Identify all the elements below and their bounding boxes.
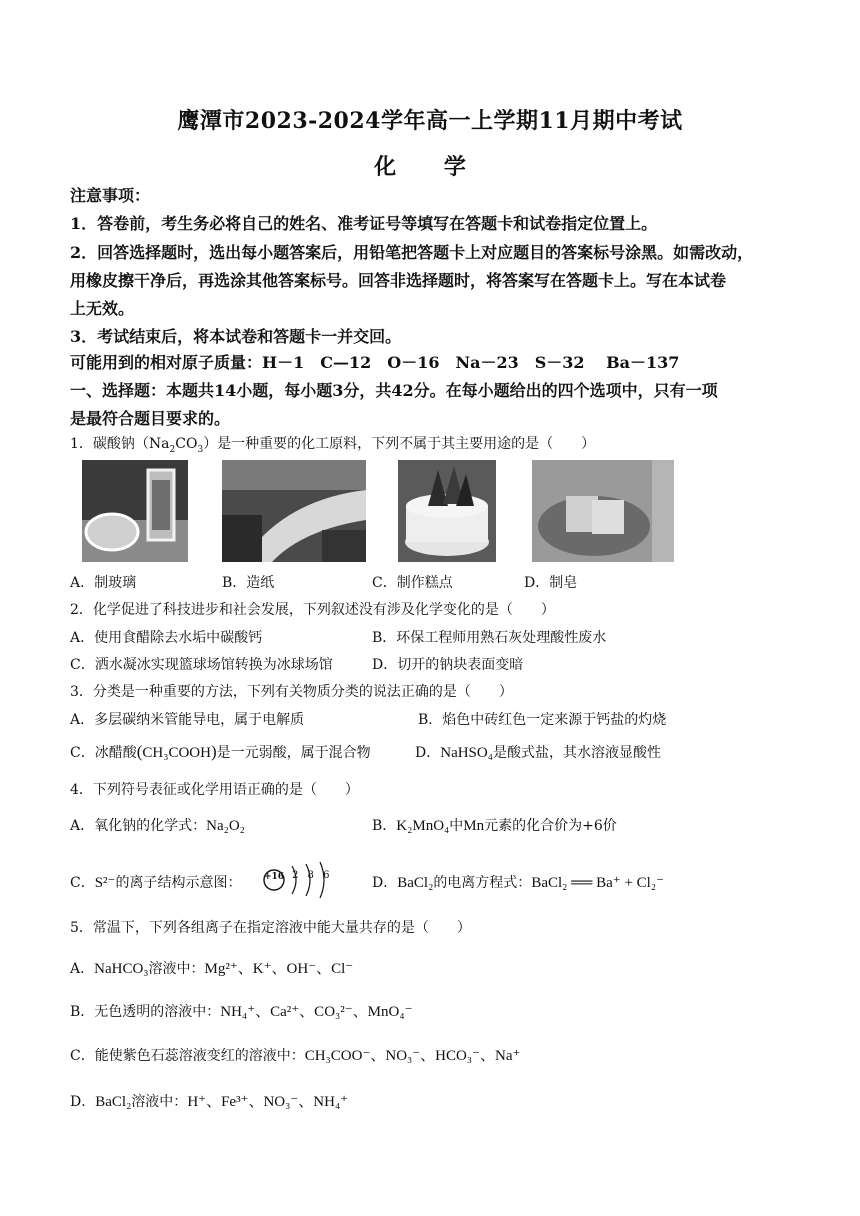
q2-option-b: B．环保工程师用熟石灰处理酸性废水: [372, 630, 607, 646]
section-heading-2: 是最符合题目要求的。: [70, 409, 231, 428]
shell-electrons: 2 8 6: [292, 870, 330, 881]
q2-stem: 2．化学促进了科技进步和社会发展，下列叙述没有涉及化学变化的是（ ）: [70, 602, 555, 618]
q5-option-a: A．NaHCO₃溶液中：Mg²⁺、K⁺、OH⁻、Cl⁻: [70, 961, 354, 977]
q4-option-d: D．BaCl₂的电离方程式：BaCl₂ ══ Ba⁺ + Cl₂⁻: [372, 875, 664, 891]
notice-line-4: 上无效。: [70, 299, 135, 318]
subject-title: 化 学: [374, 154, 486, 180]
q1-option-b: B．造纸: [222, 575, 275, 591]
q2-option-a: A．使用食醋除去水垢中碳酸钙: [70, 630, 263, 646]
atomic-mass-line: 可能用到的相对原子质量：H－1 C—12 O－16 Na－23 S－32 Ba－137: [70, 353, 680, 372]
section-heading-1: 一、选择题：本题共14小题，每小题3分，共42分。在每小题给出的四个选项中，只有一项: [70, 381, 718, 400]
q1-option-d: D．制皂: [524, 575, 578, 591]
q4-option-a: A．氧化钠的化学式：Na₂O₂: [70, 818, 245, 834]
q1-option-a: A．制玻璃: [70, 575, 137, 591]
notice-line-1: 1．答卷前，考生务必将自己的姓名、准考证号等填写在答题卡和试卷指定位置上。: [70, 214, 658, 233]
q5-option-b: B．无色透明的溶液中：NH₄⁺、Ca²⁺、CO₃²⁻、MnO₄⁻: [70, 1004, 413, 1020]
q3-stem: 3．分类是一种重要的方法，下列有关物质分类的说法正确的是（ ）: [70, 684, 513, 700]
exam-title: 鹰潭市2023-2024学年高一上学期11月期中考试: [177, 108, 683, 134]
photo-soap: [532, 460, 674, 562]
q1-stem: 1．碳酸钠$(Na_2CO_3)$是一种重要的化工原料，下列不属于其主要用途的是（ ）: [70, 436, 596, 455]
photo-cake: [398, 460, 496, 562]
q3-option-b: B．焰色中砖红色一定来源于钙盐的灼烧: [418, 712, 667, 728]
notice-line-5: 3．考试结束后，将本试卷和答题卡一并交回。: [70, 327, 402, 346]
photo-paper-mill: [222, 460, 366, 562]
notice-line-3: 用橡皮擦干净后，再选涂其他答案标号。回答非选择题时，将答案写在答题卡上。写在本试卷: [70, 271, 727, 290]
q2-option-c: C．洒水凝冰实现篮球场馆转换为冰球场馆: [70, 657, 333, 673]
q5-option-c: C．能使紫色石蕊溶液变红的溶液中：CH₃COO⁻、NO₃⁻、HCO₃⁻、Na⁺: [70, 1048, 521, 1064]
q4-option-b: B．K₂MnO₄中Mn元素的化合价为+6价: [372, 818, 617, 834]
q5-stem: 5．常温下，下列各组离子在指定溶液中能大量共存的是（ ）: [70, 920, 471, 936]
q4-option-c: C．S²⁻的离子结构示意图：: [70, 875, 242, 891]
q3-option-d: D．NaHSO₄是酸式盐，其水溶液显酸性: [415, 745, 661, 761]
q4-stem: 4．下列符号表征或化学用语正确的是（ ）: [70, 782, 359, 798]
photo-glass: [82, 460, 188, 562]
q5-option-d: D．BaCl₂溶液中：H⁺、Fe³⁺、NO₃⁻、NH₄⁺: [70, 1094, 349, 1110]
nucleus-label: +16: [264, 872, 285, 882]
q3-option-a: A．多层碳纳米管能导电，属于电解质: [70, 712, 305, 728]
notice-line-2: 2．回答选择题时，选出每小题答案后，用铅笔把答题卡上对应题目的答案标号涂黑。如需改动，: [70, 243, 754, 262]
ion-structure-diagram: [262, 858, 342, 898]
q3-option-c: C．冰醋酸(CH₃COOH)是一元弱酸，属于混合物: [70, 742, 371, 761]
q1-option-c: C．制作糕点: [372, 575, 453, 591]
q2-option-d: D．切开的钠块表面变暗: [372, 657, 524, 673]
notice-heading: 注意事项：: [70, 186, 151, 205]
